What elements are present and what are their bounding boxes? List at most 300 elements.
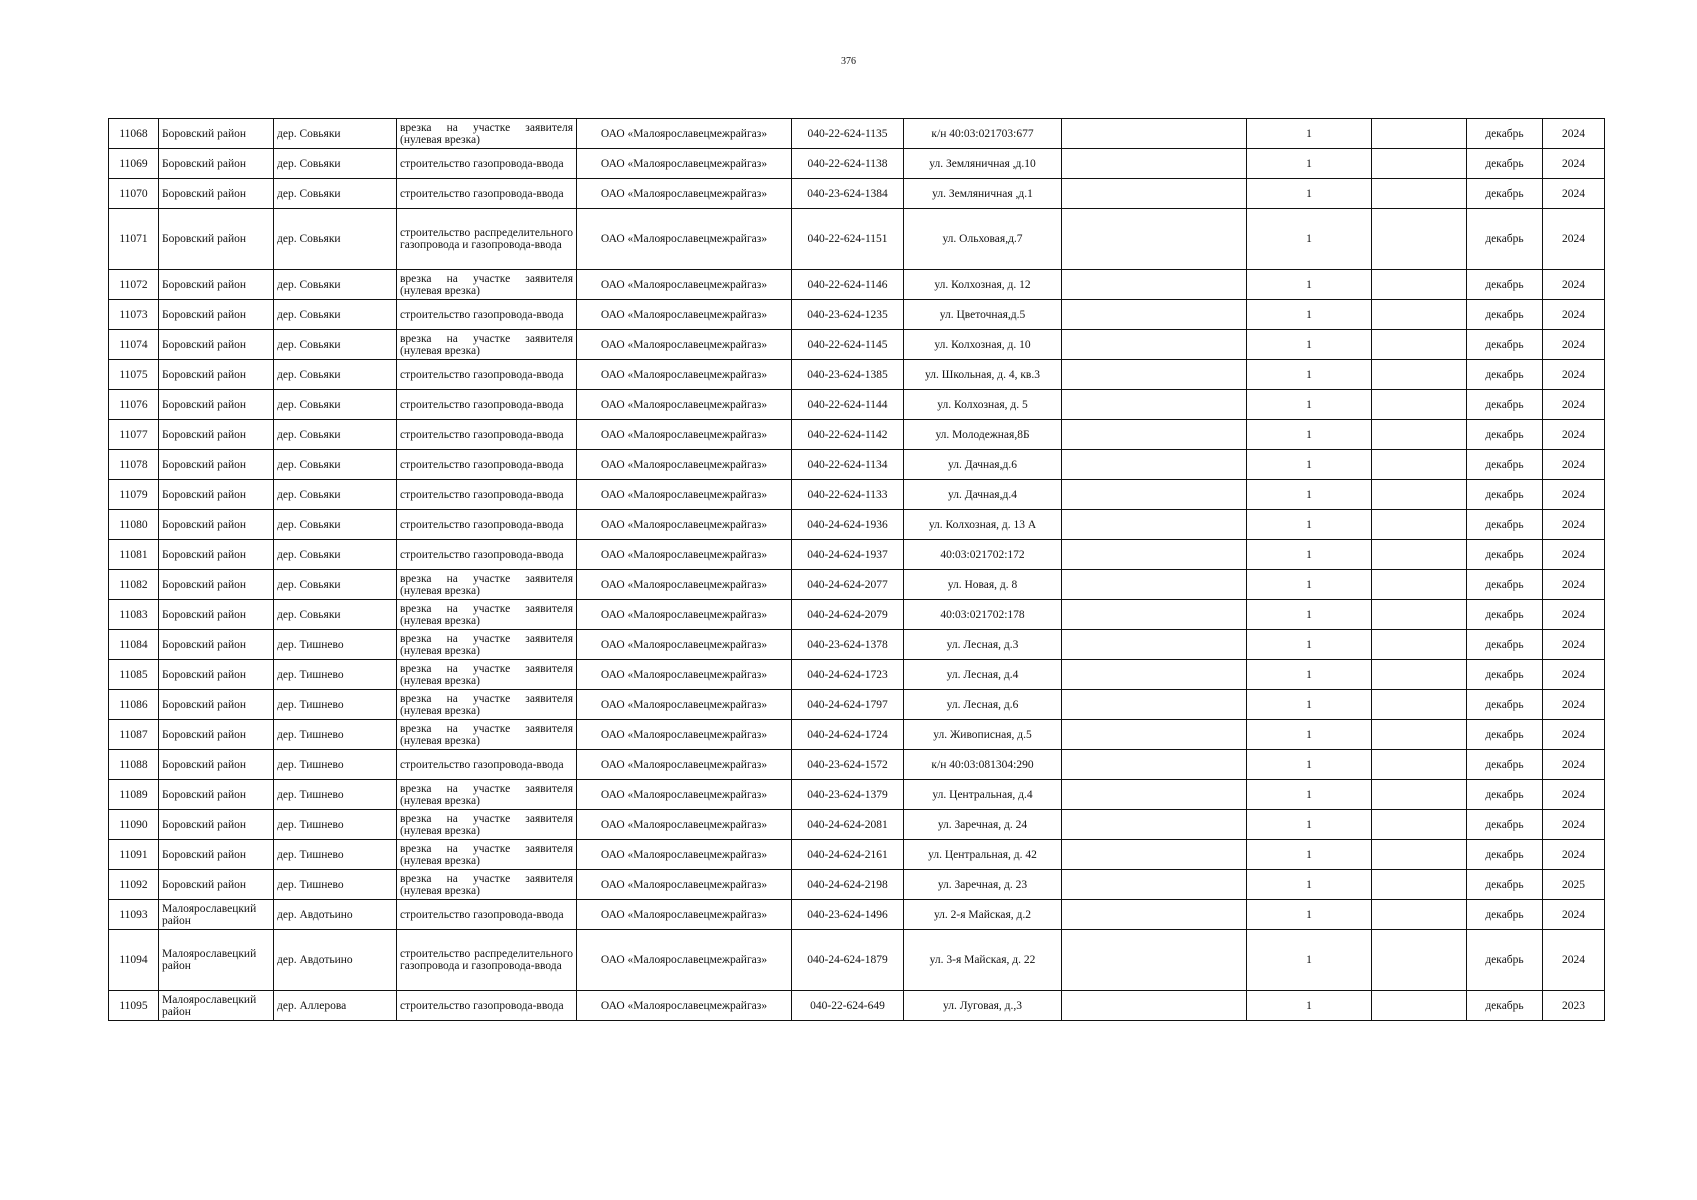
address-cell: ул. Дачная,д.6 [904, 450, 1062, 480]
empty-cell [1062, 780, 1247, 810]
application-number-cell: 040-24-624-2198 [792, 870, 904, 900]
empty-cell [1062, 660, 1247, 690]
empty-cell [1372, 540, 1467, 570]
quantity-cell: 1 [1247, 119, 1372, 149]
district-cell: Боровский район [159, 720, 274, 750]
empty-cell [1372, 360, 1467, 390]
empty-cell [1062, 900, 1247, 930]
application-number-cell: 040-24-624-1724 [792, 720, 904, 750]
month-cell: декабрь [1467, 360, 1543, 390]
application-number-cell: 040-24-624-1936 [792, 510, 904, 540]
empty-cell [1372, 420, 1467, 450]
application-number-cell: 040-22-624-1146 [792, 270, 904, 300]
district-cell: Боровский район [159, 300, 274, 330]
address-cell: к/н 40:03:021703:677 [904, 119, 1062, 149]
application-number-cell: 040-24-624-2079 [792, 600, 904, 630]
empty-cell [1372, 930, 1467, 991]
address-cell: ул. Центральная, д. 42 [904, 840, 1062, 870]
empty-cell [1372, 900, 1467, 930]
table-row [109, 720, 1605, 750]
year-cell: 2024 [1543, 780, 1605, 810]
quantity-cell: 1 [1247, 149, 1372, 179]
row-number: 11090 [109, 810, 159, 840]
district-cell: Малоярославецкий район [159, 991, 274, 1021]
month-cell: декабрь [1467, 930, 1543, 991]
work-type-cell: строительство газопровода-ввода [397, 450, 577, 480]
address-cell: ул. Колхозная, д. 13 А [904, 510, 1062, 540]
month-cell: декабрь [1467, 420, 1543, 450]
quantity-cell: 1 [1247, 510, 1372, 540]
application-number-cell: 040-23-624-1496 [792, 900, 904, 930]
address-cell: 40:03:021702:178 [904, 600, 1062, 630]
table-row [109, 750, 1605, 780]
year-cell: 2024 [1543, 300, 1605, 330]
settlement-cell: дер. Тишнево [274, 780, 397, 810]
row-number: 11091 [109, 840, 159, 870]
application-number-cell: 040-24-624-1879 [792, 930, 904, 991]
row-number: 11073 [109, 300, 159, 330]
organization-cell: ОАО «Малоярославецмежрайгаз» [577, 600, 792, 630]
application-number-cell: 040-22-624-1144 [792, 390, 904, 420]
empty-cell [1062, 510, 1247, 540]
work-type-cell: врезка на участке заявителя (нулевая врезка) [397, 810, 577, 840]
month-cell: декабрь [1467, 119, 1543, 149]
district-cell: Боровский район [159, 330, 274, 360]
quantity-cell: 1 [1247, 420, 1372, 450]
application-number-cell: 040-22-624-649 [792, 991, 904, 1021]
year-cell: 2024 [1543, 810, 1605, 840]
month-cell: декабрь [1467, 870, 1543, 900]
quantity-cell: 1 [1247, 450, 1372, 480]
row-number: 11072 [109, 270, 159, 300]
application-number-cell: 040-23-624-1384 [792, 179, 904, 209]
year-cell: 2024 [1543, 149, 1605, 179]
year-cell: 2024 [1543, 600, 1605, 630]
district-cell: Боровский район [159, 780, 274, 810]
quantity-cell: 1 [1247, 930, 1372, 991]
work-type-cell: врезка на участке заявителя (нулевая врезка) [397, 119, 577, 149]
row-number: 11070 [109, 179, 159, 209]
organization-cell: ОАО «Малоярославецмежрайгаз» [577, 690, 792, 720]
empty-cell [1372, 480, 1467, 510]
district-cell: Боровский район [159, 540, 274, 570]
empty-cell [1372, 390, 1467, 420]
address-cell: ул. Земляничная ,д.10 [904, 149, 1062, 179]
quantity-cell: 1 [1247, 810, 1372, 840]
table-row [109, 330, 1605, 360]
organization-cell: ОАО «Малоярославецмежрайгаз» [577, 870, 792, 900]
address-cell: ул. Центральная, д.4 [904, 780, 1062, 810]
address-cell: ул. Лесная, д.4 [904, 660, 1062, 690]
row-number: 11071 [109, 209, 159, 270]
year-cell: 2024 [1543, 270, 1605, 300]
table-row [109, 450, 1605, 480]
application-number-cell: 040-22-624-1151 [792, 209, 904, 270]
year-cell: 2024 [1543, 510, 1605, 540]
empty-cell [1062, 209, 1247, 270]
empty-cell [1062, 930, 1247, 991]
district-cell: Боровский район [159, 870, 274, 900]
settlement-cell: дер. Тишнево [274, 660, 397, 690]
month-cell: декабрь [1467, 690, 1543, 720]
work-type-cell: строительство газопровода-ввода [397, 149, 577, 179]
empty-cell [1062, 600, 1247, 630]
empty-cell [1062, 360, 1247, 390]
quantity-cell: 1 [1247, 330, 1372, 360]
settlement-cell: дер. Тишнево [274, 840, 397, 870]
table-row [109, 780, 1605, 810]
settlement-cell: дер. Совьяки [274, 390, 397, 420]
quantity-cell: 1 [1247, 540, 1372, 570]
empty-cell [1372, 750, 1467, 780]
district-cell: Боровский район [159, 360, 274, 390]
application-number-cell: 040-22-624-1135 [792, 119, 904, 149]
quantity-cell: 1 [1247, 600, 1372, 630]
address-cell: ул. Заречная, д. 24 [904, 810, 1062, 840]
empty-cell [1062, 149, 1247, 179]
address-cell: ул. Земляничная ,д.1 [904, 179, 1062, 209]
year-cell: 2024 [1543, 900, 1605, 930]
work-type-cell: врезка на участке заявителя (нулевая врезка) [397, 720, 577, 750]
gasification-registry-table [108, 118, 1605, 1021]
empty-cell [1372, 690, 1467, 720]
address-cell: ул. Колхозная, д. 12 [904, 270, 1062, 300]
quantity-cell: 1 [1247, 720, 1372, 750]
settlement-cell: дер. Совьяки [274, 600, 397, 630]
settlement-cell: дер. Авдотьино [274, 900, 397, 930]
month-cell: декабрь [1467, 660, 1543, 690]
application-number-cell: 040-22-624-1134 [792, 450, 904, 480]
empty-cell [1372, 179, 1467, 209]
empty-cell [1372, 780, 1467, 810]
empty-cell [1062, 450, 1247, 480]
settlement-cell: дер. Тишнево [274, 870, 397, 900]
year-cell: 2024 [1543, 330, 1605, 360]
table-row [109, 149, 1605, 179]
table-row [109, 690, 1605, 720]
year-cell: 2025 [1543, 870, 1605, 900]
district-cell: Боровский район [159, 420, 274, 450]
table-row [109, 360, 1605, 390]
organization-cell: ОАО «Малоярославецмежрайгаз» [577, 390, 792, 420]
table-row [109, 179, 1605, 209]
district-cell: Боровский район [159, 209, 274, 270]
district-cell: Боровский район [159, 630, 274, 660]
row-number: 11092 [109, 870, 159, 900]
empty-cell [1372, 660, 1467, 690]
row-number: 11074 [109, 330, 159, 360]
empty-cell [1372, 600, 1467, 630]
address-cell: ул. Молодежная,8Б [904, 420, 1062, 450]
empty-cell [1062, 420, 1247, 450]
application-number-cell: 040-23-624-1379 [792, 780, 904, 810]
month-cell: декабрь [1467, 209, 1543, 270]
month-cell: декабрь [1467, 540, 1543, 570]
address-cell: ул. Колхозная, д. 5 [904, 390, 1062, 420]
settlement-cell: дер. Совьяки [274, 209, 397, 270]
empty-cell [1372, 149, 1467, 179]
district-cell: Боровский район [159, 690, 274, 720]
organization-cell: ОАО «Малоярославецмежрайгаз» [577, 119, 792, 149]
month-cell: декабрь [1467, 179, 1543, 209]
month-cell: декабрь [1467, 810, 1543, 840]
year-cell: 2024 [1543, 570, 1605, 600]
table-row [109, 270, 1605, 300]
quantity-cell: 1 [1247, 750, 1372, 780]
settlement-cell: дер. Тишнево [274, 690, 397, 720]
settlement-cell: дер. Совьяки [274, 270, 397, 300]
year-cell: 2024 [1543, 750, 1605, 780]
empty-cell [1372, 810, 1467, 840]
empty-cell [1062, 119, 1247, 149]
month-cell: декабрь [1467, 149, 1543, 179]
month-cell: декабрь [1467, 780, 1543, 810]
quantity-cell: 1 [1247, 870, 1372, 900]
settlement-cell: дер. Совьяки [274, 450, 397, 480]
work-type-cell: строительство газопровода-ввода [397, 420, 577, 450]
organization-cell: ОАО «Малоярославецмежрайгаз» [577, 450, 792, 480]
empty-cell [1372, 570, 1467, 600]
settlement-cell: дер. Авдотьино [274, 930, 397, 991]
empty-cell [1372, 720, 1467, 750]
empty-cell [1062, 390, 1247, 420]
organization-cell: ОАО «Малоярославецмежрайгаз» [577, 270, 792, 300]
address-cell: ул. Цветочная,д.5 [904, 300, 1062, 330]
application-number-cell: 040-23-624-1378 [792, 630, 904, 660]
organization-cell: ОАО «Малоярославецмежрайгаз» [577, 330, 792, 360]
empty-cell [1062, 540, 1247, 570]
application-number-cell: 040-23-624-1385 [792, 360, 904, 390]
address-cell: ул. 3-я Майская, д. 22 [904, 930, 1062, 991]
work-type-cell: строительство газопровода-ввода [397, 179, 577, 209]
address-cell: 40:03:021702:172 [904, 540, 1062, 570]
table-row [109, 810, 1605, 840]
work-type-cell: строительство газопровода-ввода [397, 540, 577, 570]
table-row [109, 660, 1605, 690]
work-type-cell: врезка на участке заявителя (нулевая врезка) [397, 690, 577, 720]
application-number-cell: 040-22-624-1142 [792, 420, 904, 450]
month-cell: декабрь [1467, 600, 1543, 630]
quantity-cell: 1 [1247, 570, 1372, 600]
empty-cell [1372, 450, 1467, 480]
row-number: 11087 [109, 720, 159, 750]
quantity-cell: 1 [1247, 390, 1372, 420]
quantity-cell: 1 [1247, 630, 1372, 660]
row-number: 11086 [109, 690, 159, 720]
organization-cell: ОАО «Малоярославецмежрайгаз» [577, 720, 792, 750]
year-cell: 2024 [1543, 630, 1605, 660]
empty-cell [1372, 270, 1467, 300]
empty-cell [1372, 300, 1467, 330]
settlement-cell: дер. Совьяки [274, 179, 397, 209]
settlement-cell: дер. Совьяки [274, 510, 397, 540]
row-number: 11089 [109, 780, 159, 810]
row-number: 11094 [109, 930, 159, 991]
month-cell: декабрь [1467, 390, 1543, 420]
organization-cell: ОАО «Малоярославецмежрайгаз» [577, 300, 792, 330]
application-number-cell: 040-24-624-1937 [792, 540, 904, 570]
organization-cell: ОАО «Малоярославецмежрайгаз» [577, 149, 792, 179]
work-type-cell: строительство газопровода-ввода [397, 750, 577, 780]
year-cell: 2024 [1543, 119, 1605, 149]
work-type-cell: врезка на участке заявителя (нулевая врезка) [397, 570, 577, 600]
year-cell: 2024 [1543, 360, 1605, 390]
organization-cell: ОАО «Малоярославецмежрайгаз» [577, 900, 792, 930]
quantity-cell: 1 [1247, 660, 1372, 690]
application-number-cell: 040-22-624-1145 [792, 330, 904, 360]
quantity-cell: 1 [1247, 209, 1372, 270]
quantity-cell: 1 [1247, 300, 1372, 330]
quantity-cell: 1 [1247, 780, 1372, 810]
row-number: 11079 [109, 480, 159, 510]
work-type-cell: врезка на участке заявителя (нулевая врезка) [397, 780, 577, 810]
quantity-cell: 1 [1247, 840, 1372, 870]
empty-cell [1062, 750, 1247, 780]
address-cell: ул. Колхозная, д. 10 [904, 330, 1062, 360]
table-row [109, 420, 1605, 450]
application-number-cell: 040-24-624-2161 [792, 840, 904, 870]
work-type-cell: врезка на участке заявителя (нулевая врезка) [397, 870, 577, 900]
work-type-cell: врезка на участке заявителя (нулевая врезка) [397, 330, 577, 360]
table-row [109, 119, 1605, 149]
settlement-cell: дер. Совьяки [274, 420, 397, 450]
empty-cell [1062, 330, 1247, 360]
table-row [109, 930, 1605, 991]
row-number: 11085 [109, 660, 159, 690]
settlement-cell: дер. Тишнево [274, 720, 397, 750]
district-cell: Боровский район [159, 600, 274, 630]
row-number: 11082 [109, 570, 159, 600]
quantity-cell: 1 [1247, 179, 1372, 209]
empty-cell [1062, 720, 1247, 750]
organization-cell: ОАО «Малоярославецмежрайгаз» [577, 991, 792, 1021]
work-type-cell: врезка на участке заявителя (нулевая врезка) [397, 600, 577, 630]
table-row [109, 840, 1605, 870]
quantity-cell: 1 [1247, 991, 1372, 1021]
month-cell: декабрь [1467, 480, 1543, 510]
row-number: 11093 [109, 900, 159, 930]
application-number-cell: 040-22-624-1133 [792, 480, 904, 510]
organization-cell: ОАО «Малоярославецмежрайгаз» [577, 930, 792, 991]
organization-cell: ОАО «Малоярославецмежрайгаз» [577, 630, 792, 660]
address-cell: ул. Лесная, д.6 [904, 690, 1062, 720]
empty-cell [1372, 119, 1467, 149]
district-cell: Малоярославецкий район [159, 930, 274, 991]
organization-cell: ОАО «Малоярославецмежрайгаз» [577, 840, 792, 870]
empty-cell [1062, 690, 1247, 720]
application-number-cell: 040-23-624-1572 [792, 750, 904, 780]
organization-cell: ОАО «Малоярославецмежрайгаз» [577, 570, 792, 600]
work-type-cell: строительство газопровода-ввода [397, 480, 577, 510]
year-cell: 2024 [1543, 390, 1605, 420]
month-cell: декабрь [1467, 750, 1543, 780]
organization-cell: ОАО «Малоярославецмежрайгаз» [577, 810, 792, 840]
district-cell: Боровский район [159, 840, 274, 870]
table-row [109, 540, 1605, 570]
application-number-cell: 040-24-624-2077 [792, 570, 904, 600]
row-number: 11078 [109, 450, 159, 480]
address-cell: ул. Лесная, д.3 [904, 630, 1062, 660]
month-cell: декабрь [1467, 510, 1543, 540]
year-cell: 2024 [1543, 209, 1605, 270]
address-cell: ул. Луговая, д.,3 [904, 991, 1062, 1021]
table-row [109, 630, 1605, 660]
month-cell: декабрь [1467, 300, 1543, 330]
empty-cell [1372, 330, 1467, 360]
table-row [109, 600, 1605, 630]
month-cell: декабрь [1467, 450, 1543, 480]
row-number: 11080 [109, 510, 159, 540]
organization-cell: ОАО «Малоярославецмежрайгаз» [577, 660, 792, 690]
empty-cell [1062, 810, 1247, 840]
month-cell: декабрь [1467, 570, 1543, 600]
quantity-cell: 1 [1247, 480, 1372, 510]
empty-cell [1062, 630, 1247, 660]
organization-cell: ОАО «Малоярославецмежрайгаз» [577, 179, 792, 209]
year-cell: 2024 [1543, 480, 1605, 510]
empty-cell [1372, 630, 1467, 660]
settlement-cell: дер. Тишнево [274, 630, 397, 660]
row-number: 11075 [109, 360, 159, 390]
empty-cell [1372, 510, 1467, 540]
year-cell: 2024 [1543, 540, 1605, 570]
empty-cell [1372, 840, 1467, 870]
empty-cell [1062, 991, 1247, 1021]
district-cell: Боровский район [159, 660, 274, 690]
table-row [109, 209, 1605, 270]
year-cell: 2024 [1543, 840, 1605, 870]
organization-cell: ОАО «Малоярославецмежрайгаз» [577, 750, 792, 780]
quantity-cell: 1 [1247, 270, 1372, 300]
work-type-cell: врезка на участке заявителя (нулевая врезка) [397, 270, 577, 300]
empty-cell [1062, 840, 1247, 870]
empty-cell [1062, 570, 1247, 600]
address-cell: ул. Школьная, д. 4, кв.3 [904, 360, 1062, 390]
organization-cell: ОАО «Малоярославецмежрайгаз» [577, 360, 792, 390]
address-cell: ул. Ольховая,д.7 [904, 209, 1062, 270]
district-cell: Боровский район [159, 450, 274, 480]
work-type-cell: врезка на участке заявителя (нулевая врезка) [397, 660, 577, 690]
district-cell: Боровский район [159, 750, 274, 780]
row-number: 11084 [109, 630, 159, 660]
row-number: 11095 [109, 991, 159, 1021]
row-number: 11068 [109, 119, 159, 149]
empty-cell [1372, 870, 1467, 900]
address-cell: ул. Новая, д. 8 [904, 570, 1062, 600]
address-cell: ул. Заречная, д. 23 [904, 870, 1062, 900]
settlement-cell: дер. Совьяки [274, 300, 397, 330]
table-row [109, 870, 1605, 900]
application-number-cell: 040-22-624-1138 [792, 149, 904, 179]
row-number: 11077 [109, 420, 159, 450]
settlement-cell: дер. Совьяки [274, 149, 397, 179]
year-cell: 2024 [1543, 179, 1605, 209]
district-cell: Боровский район [159, 119, 274, 149]
settlement-cell: дер. Тишнево [274, 810, 397, 840]
application-number-cell: 040-24-624-1797 [792, 690, 904, 720]
page-number: 376 [841, 56, 856, 67]
empty-cell [1062, 870, 1247, 900]
organization-cell: ОАО «Малоярославецмежрайгаз» [577, 780, 792, 810]
quantity-cell: 1 [1247, 690, 1372, 720]
month-cell: декабрь [1467, 720, 1543, 750]
work-type-cell: строительство газопровода-ввода [397, 900, 577, 930]
settlement-cell: дер. Совьяки [274, 360, 397, 390]
application-number-cell: 040-24-624-2081 [792, 810, 904, 840]
work-type-cell: врезка на участке заявителя (нулевая врезка) [397, 630, 577, 660]
district-cell: Боровский район [159, 179, 274, 209]
table-row [109, 900, 1605, 930]
